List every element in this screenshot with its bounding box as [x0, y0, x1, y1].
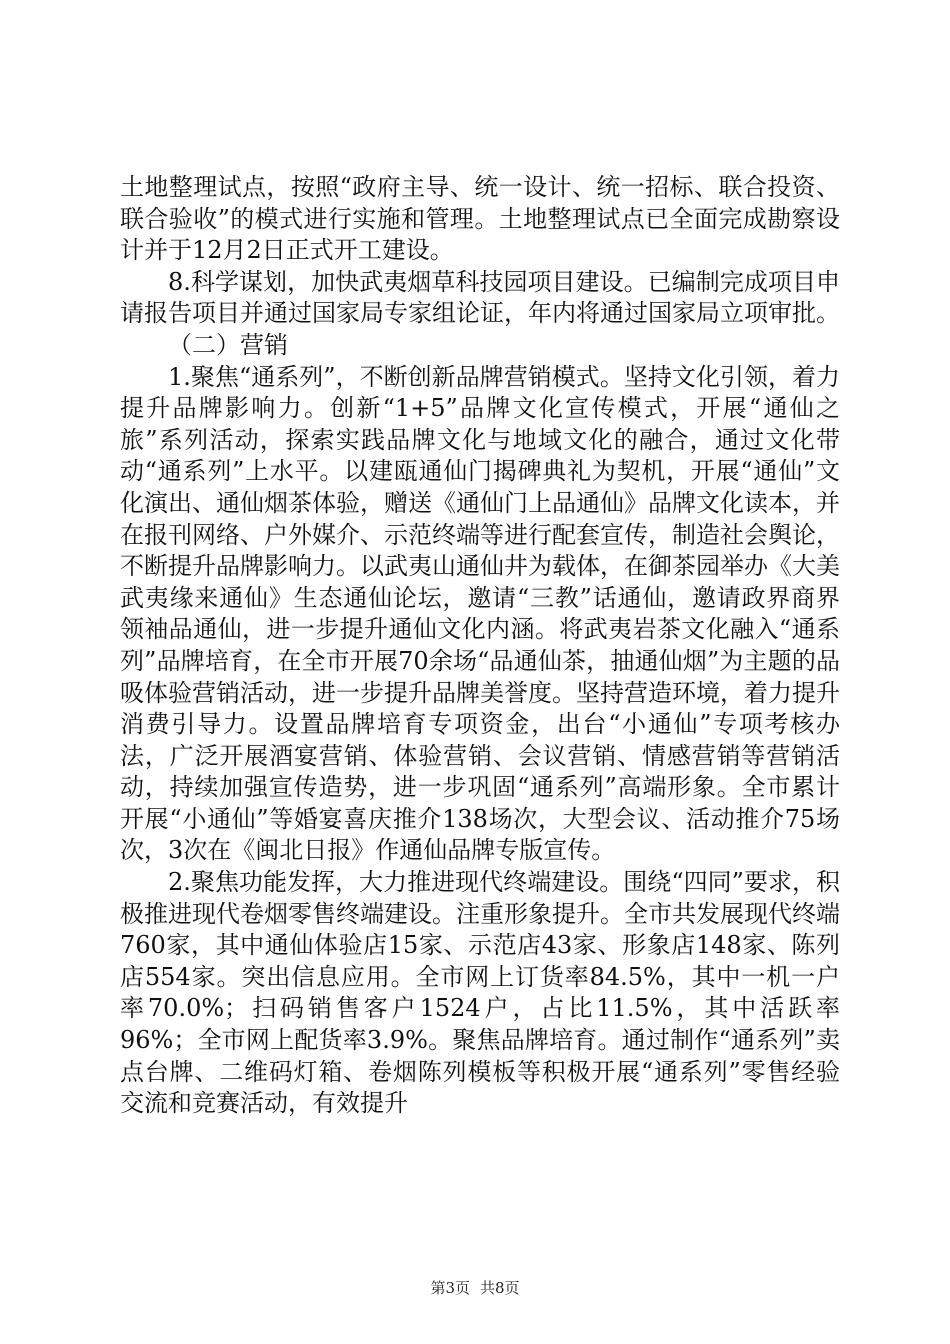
page-total: 共8页	[480, 1279, 520, 1297]
paragraph-brand-marketing: 1.聚焦“通系列”，不断创新品牌营销模式。坚持文化引领，着力提升品牌影响力。创新“1+5”品牌文化宣传模式，开展“通仙之旅”系列活动，探索实践品牌文化与地域文化的融合，通过文化带动“通系列”上水平。以建瓯通仙门揭碑典礼为契机，开展“通仙”文化演出、通仙烟茶体验，赠送《通仙门上品通仙》品牌文化读本，并在报刊网络、户外媒介、示范终端等进行配套宣传，制造社会舆论，不断提升品牌影响力。以武夷山通仙井为载体，在御茶园举办《大美武夷缘来通仙》生态通仙论坛，邀请“三教”话通仙，邀请政界商界领袖品通仙，进一步提升通仙文化内涵。将武夷岩茶文化融入“通系列”品牌培育，在全市开展70余场“品通仙茶，抽通仙烟”为主题的品吸体验营销活动，进一步提升品牌美誉度。坚持营造环境，着力提升消费引导力。设置品牌培育专项资金，出台“小通仙”专项考核办法，广泛开展酒宴营销、体验营销、会议营销、情感营销等营销活动，持续加强宣传造势，进一步巩固“通系列”高端形象。全市累计开展“小通仙”等婚宴喜庆推介138场次，大型会议、活动推介75场次，3次在《闽北日报》作通仙品牌专版宣传。	[120, 362, 840, 865]
document-body	[120, 172, 840, 1120]
section-heading-marketing: （二）营销	[168, 330, 288, 359]
page-footer	[0, 1278, 950, 1298]
page-number: 第3页	[430, 1279, 470, 1297]
paragraph-terminal-construction: 2.聚焦功能发挥，大力推进现代终端建设。围绕“四同”要求，积极推进现代卷烟零售终端建设。注重形象提升。全市共发展现代终端760家，其中通仙体验店15家、示范店43家、形象店148家、陈列店554家。突出信息应用。全市网上订货率84.5%，其中一机一户率70.0%；扫码销售客户1524户，占比11.5%，其中活跃率96%；全市网上配货率3.9%。聚焦品牌培育。通过制作“通系列”卖点台牌、二维码灯箱、卷烟陈列模板等积极开展“通系列”零售经验交流和竞赛活动，有效提升	[120, 868, 840, 1118]
paragraph-tech-park: 8.科学谋划，加快武夷烟草科技园项目建设。已编制完成项目申请报告项目并通过国家局专家组论证，年内将通过国家局立项审批。	[120, 267, 840, 328]
paragraph-land-consolidation: 土地整理试点，按照“政府主导、统一设计、统一招标、联合投资、联合验收”的模式进行实施和管理。土地整理试点已全面完成勘察设计并于12月2日正式开工建设。	[120, 173, 840, 265]
